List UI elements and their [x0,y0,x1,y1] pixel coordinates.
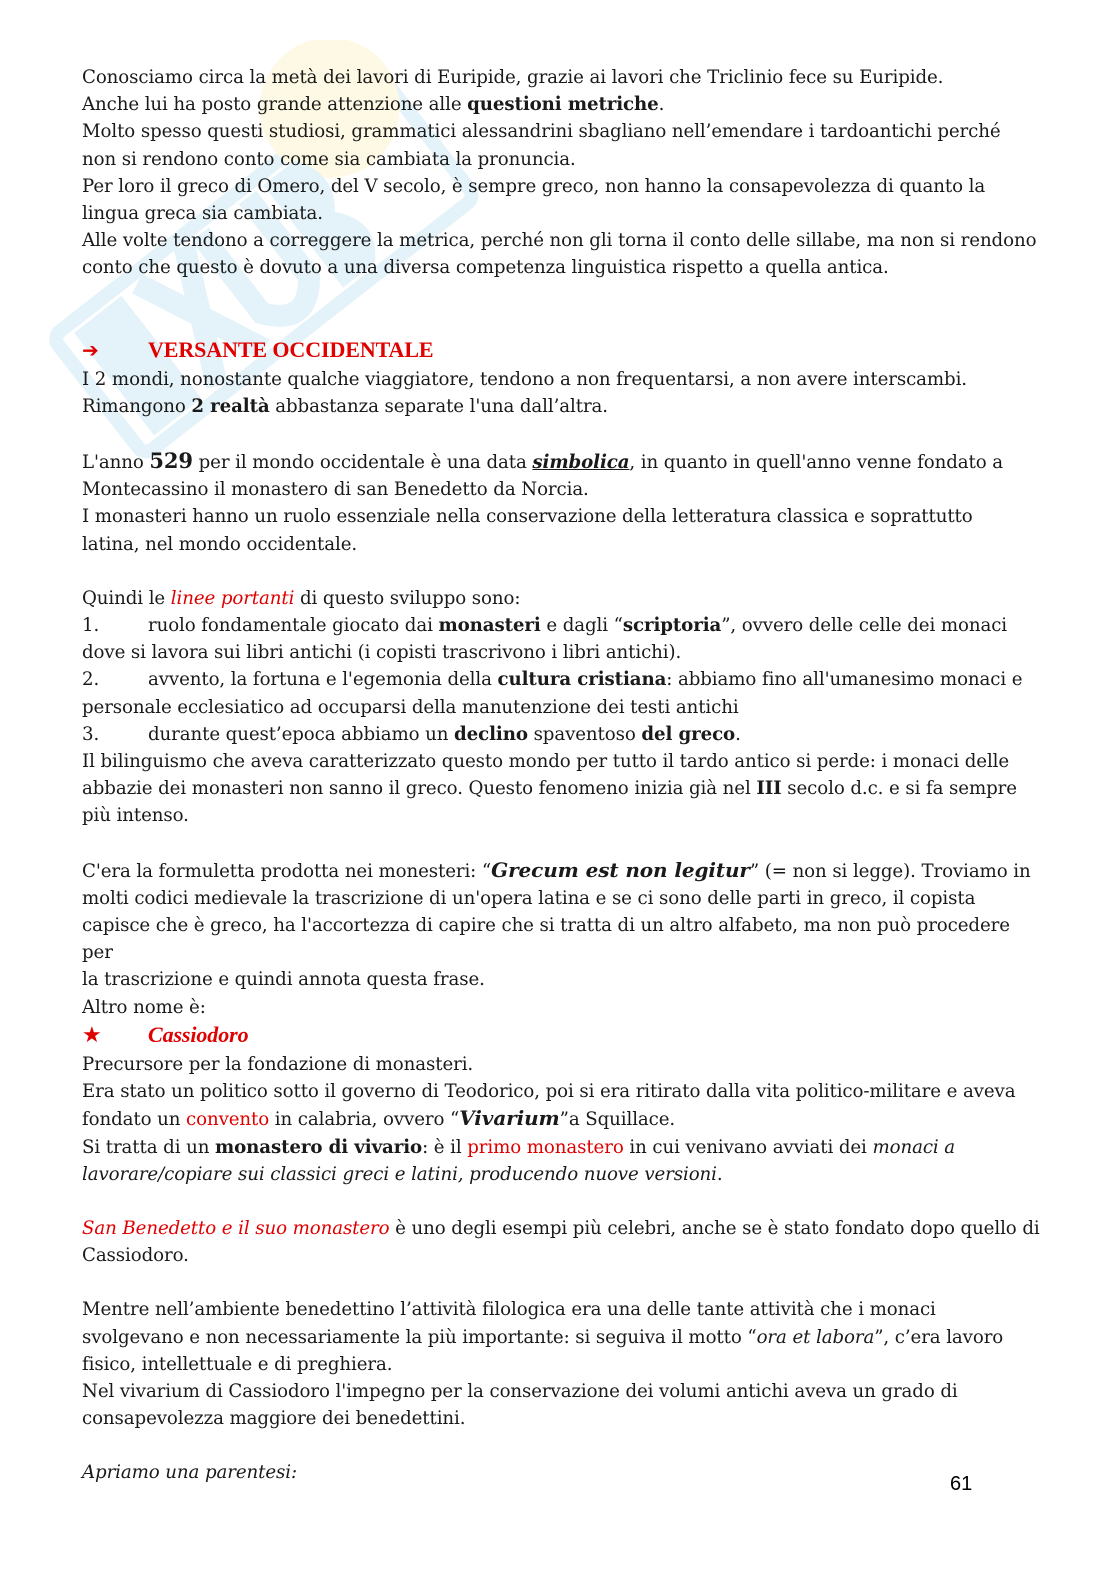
list-item-continuation: dove si lavora sui libri antichi (i copisti trascrivono i libri antichi). [82,642,682,664]
paragraph: Alle volte tendono a correggere la metrica, perché non gli torna il conto delle sillabe, ma non si rendono conto che questo è dovuto a una diversa competenza linguistica rispetto a quella antica. [82,230,1037,279]
paragraph: Precursore per la fondazione di monasteri. [82,1053,474,1075]
paragraph: Anche lui ha posto grande attenzione alle questioni metriche. [82,94,665,116]
paragraph: Era stato un politico sotto il governo di Teodorico, poi si era ritirato dalla vita politico-militare e aveva fondato un convento in calabria, ovvero “Vivarium”a Squillace. [82,1081,1016,1131]
paragraph: Conosciamo circa la metà dei lavori di Euripide, grazie ai lavori che Triclinio fece su Euripide. [82,67,944,88]
paragraph: Nel vivarium di Cassiodoro l'impegno per la conservazione dei volumi antichi aveva un grado di consapevolezza maggiore dei benedettini. [82,1380,958,1430]
paragraph: L'anno 529 per il mondo occidentale è una data simbolica, in quanto in quell'anno venne fondato a Montecassino il monastero di san Benedetto da Norcia. [82,448,1003,501]
page-number: 61 [950,1473,973,1495]
subheading [82,1021,1042,1051]
paragraph: Mentre nell’ambiente benedettino l’attività filologica era una delle tante attività che i monaci svolgevano e non necessariamente la più importante: si seguiva il motto “ora et labora”, c’era lavoro fisico, intellettuale e di preghiera. [82,1299,1004,1375]
paragraph: Quindi le linee portanti di questo sviluppo sono: [82,587,521,609]
paragraph: I monasteri hanno un ruolo essenziale nella conservazione della letteratura classica e soprattutto latina, nel mondo occidentale. [82,506,973,555]
arrow-icon: ➔ [82,337,99,362]
paragraph: Molto spesso questi studiosi, grammatici alessandrini sbagliano nell’emendare i tardoantichi perché non si rendono conto come sia cambiata la pronuncia. [82,121,1001,170]
subheading-title: Cassiodoro [148,1021,249,1047]
list-item-continuation: personale ecclesiatico ad occuparsi della manutenzione dei testi antichi [82,696,739,718]
list-item: 3. durante quest’epoca abbiamo un declino spaventoso del greco. [82,723,741,745]
paragraph: Per loro il greco di Omero, del V secolo, è sempre greco, non hanno la consapevolezza di quanto la lingua greca sia cambiata. [82,175,986,225]
star-icon: ★ [82,1022,102,1048]
section-title: VERSANTE OCCIDENTALE [148,336,434,362]
paragraph: Si tratta di un monastero di vivario: è il primo monastero in cui venivano avviati dei monaci a lavorare/copiare sui classici greci e latini, producendo nuove versioni. [82,1136,956,1185]
paragraph: Rimangono 2 realtà abbastanza separate l'una dall’altra. [82,395,608,417]
closing-line: Apriamo una parentesi: [82,1462,297,1484]
paragraph: C'era la formuletta prodotta nei monesteri: “Grecum est non legitur” (= non si legge). Troviamo in molti codici medievale la trascrizione di un'opera latina e se ci sono delle parti in greco, il copista capisce che è greco, ha l'accortezza di capire che si tratta di un altro alfabeto, ma non può procedere per la trascrizione e quindi annota questa frase. Altro nome è: [82,857,1031,1018]
list-item: 1. ruolo fondamentale giocato dai monasteri e dagli “scriptoria”, ovvero delle celle dei monaci [82,615,1008,637]
paragraph: I 2 mondi, nonostante qualche viaggiatore, tendono a non frequentarsi, a non avere interscambi. [82,368,967,390]
paragraph: San Benedetto e il suo monastero è uno degli esempi più celebri, anche se è stato fondato dopo quello di Cassiodoro. [82,1217,1040,1267]
list-item: 2. avvento, la fortuna e l'egemonia della cultura cristiana: abbiamo fino all'umanesimo monaci e [82,669,1023,691]
section-heading [82,336,1042,366]
paragraph: Il bilinguismo che aveva caratterizzato questo mondo per tutto il tardo antico si perde: i monaci delle abbazie dei monasteri non sanno il greco. Questo fenomeno inizia già nel III secolo d.c. e si fa sempre più intenso. [82,751,1017,827]
document-page [82,64,1042,1487]
